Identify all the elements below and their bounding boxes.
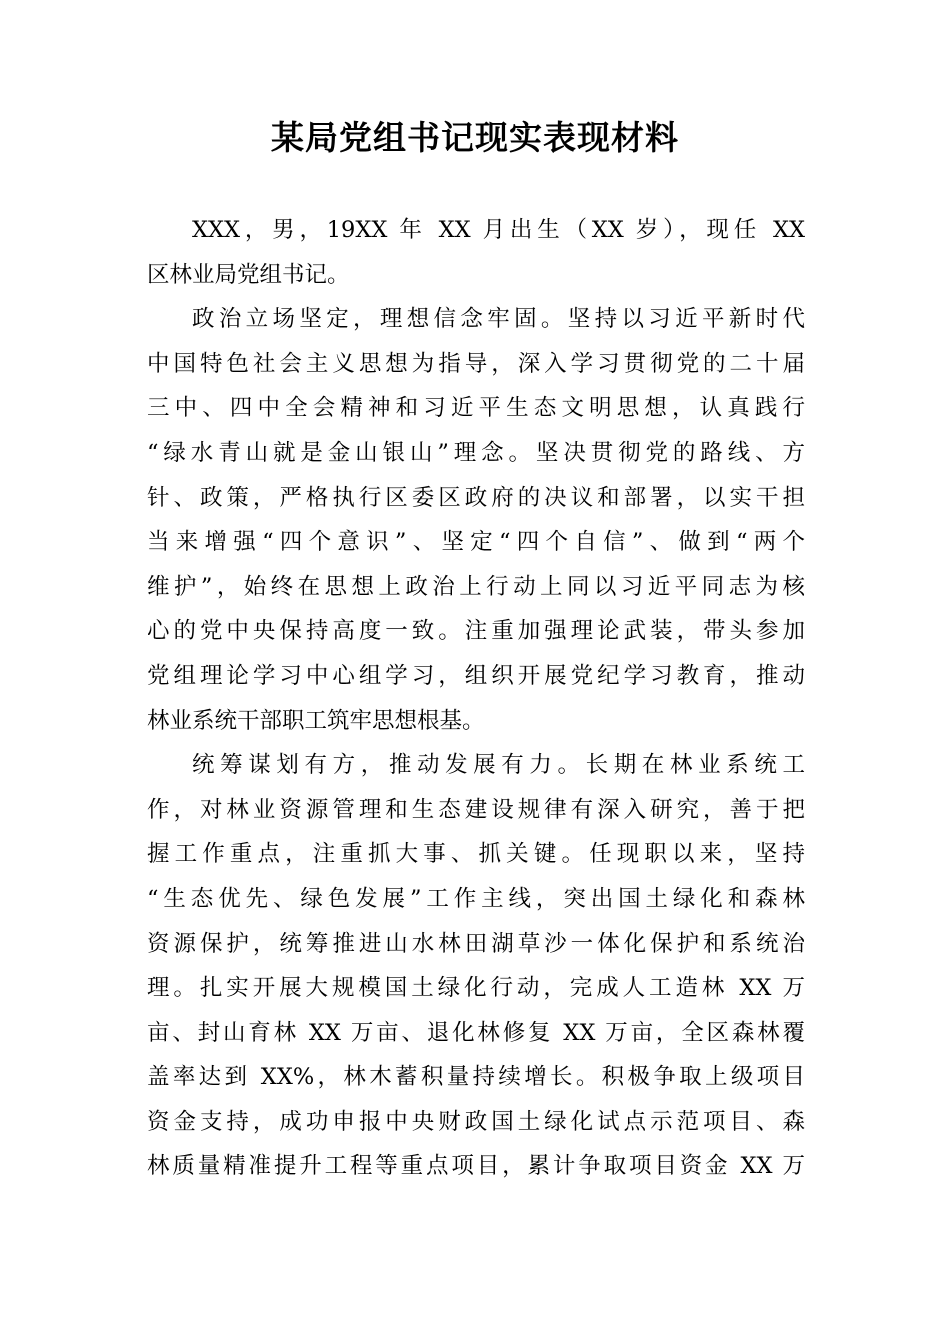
paragraph-line: 亩、封山育林 XX 万亩、退化林修复 XX 万亩，全区森林覆 <box>147 1019 805 1046</box>
paragraph <box>147 297 805 743</box>
paragraph-line: 盖率达到 XX%，林木蓄积量持续增长。积极争取上级项目 <box>147 1064 805 1091</box>
paragraph-line: 林质量精准提升工程等重点项目，累计争取项目资金 XX 万 <box>147 1153 805 1180</box>
paragraph-line: “生态优先、绿色发展”工作主线，突出国土绿化和森林 <box>147 885 805 912</box>
paragraph-line: XXX，男，19XX 年 XX 月出生（XX 岁），现任 XX <box>192 217 805 243</box>
paragraph <box>147 208 805 297</box>
paragraph-line: 中国特色社会主义思想为指导，深入学习贯彻党的二十届 <box>147 350 805 377</box>
paragraph-line: 统筹谋划有方，推动发展有力。长期在林业系统工 <box>192 752 805 779</box>
paragraph-line: 三中、四中全会精神和习近平生态文明思想，认真践行 <box>147 395 805 422</box>
paragraph-line: 党组理论学习中心组学习，组织开展党纪学习教育，推动 <box>147 662 805 689</box>
paragraph-line: “绿水青山就是金山银山”理念。坚决贯彻党的路线、方 <box>147 439 805 466</box>
paragraph-line: 维护”，始终在思想上政治上行动上同以习近平同志为核 <box>147 573 805 600</box>
paragraph-line: 理。扎实开展大规模国土绿化行动，完成人工造林 XX 万 <box>147 975 805 1002</box>
paragraph-line: 心的党中央保持高度一致。注重加强理论武装，带头参加 <box>147 618 805 645</box>
paragraph-line: 资源保护，统筹推进山水林田湖草沙一体化保护和系统治 <box>147 930 805 957</box>
paragraph-line: 资金支持，成功申报中央财政国土绿化试点示范项目、森 <box>147 1108 805 1135</box>
paragraph <box>147 743 805 1189</box>
paragraph-line: 作，对林业资源管理和生态建设规律有深入研究，善于把 <box>147 796 805 823</box>
paragraph-line: 握工作重点，注重抓大事、抓关键。任现职以来，坚持 <box>147 841 805 868</box>
paragraph-line: 针、政策，严格执行区委区政府的决议和部署，以实干担 <box>147 484 805 511</box>
paragraph-line: 当来增强“四个意识”、坚定“四个自信”、做到“两个 <box>147 529 805 556</box>
document-title: 某局党组书记现实表现材料 <box>271 118 679 157</box>
paragraph-line: 林业系统干部职工筑牢思想根基。 <box>147 707 485 734</box>
paragraph-line: 政治立场坚定，理想信念牢固。坚持以习近平新时代 <box>192 306 805 333</box>
paragraph-line: 区林业局党组书记。 <box>147 261 350 288</box>
document-body <box>147 208 805 1189</box>
